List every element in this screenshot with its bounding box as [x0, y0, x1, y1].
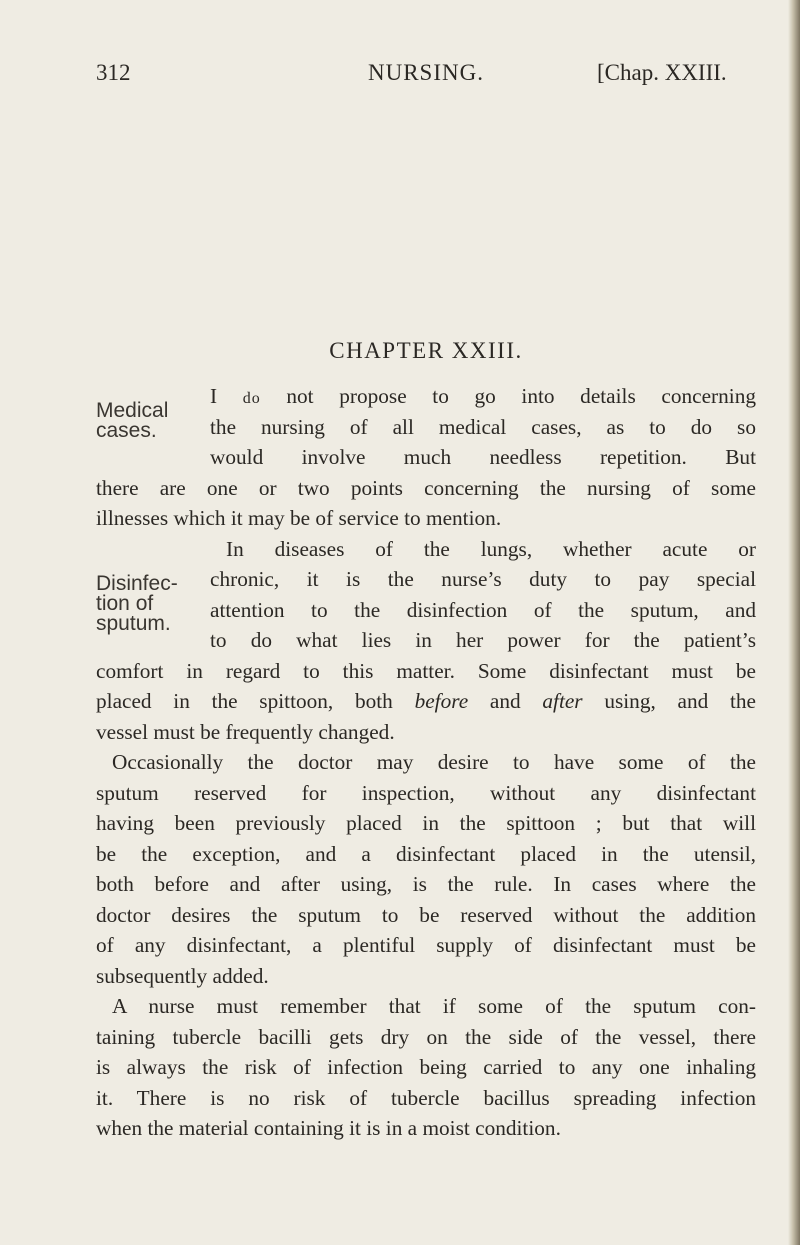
body-line	[210, 381, 756, 412]
body-line: doctor desires the sputum to be reserved without the addition	[96, 902, 756, 927]
body-line: illnesses which it may be of service to mention.	[96, 506, 502, 530]
body-line: both before and after using, is the rule. In cases where the	[96, 872, 756, 896]
margin-note-line: Disinfec-	[96, 572, 178, 595]
body-line: In diseases of the lungs, whether acute or	[226, 536, 756, 561]
running-chapter-reference	[597, 60, 727, 86]
body-line: vessel must be frequently changed.	[96, 719, 395, 744]
italic-word: after	[542, 689, 583, 713]
line-text: not propose to go into details concerning	[260, 384, 756, 408]
margin-note-line: cases.	[96, 419, 157, 442]
body-line: A nurse must remember that if some of the sputum con-	[112, 994, 756, 1018]
body-line: to do what lies in her power for the patient’s	[210, 628, 756, 652]
body-line: chronic, it is the nurse’s duty to pay special	[210, 567, 756, 591]
chapter-heading: CHAPTER XXIII.	[329, 338, 523, 363]
body-line	[96, 686, 756, 717]
body-line: the nursing of all medical cases, as to do so	[210, 414, 756, 439]
body-line: be the exception, and a disinfectant placed in the utensil,	[96, 841, 756, 866]
body-line: subsequently added.	[96, 963, 269, 988]
body-line: there are one or two points concerning the nursing of some	[96, 475, 756, 500]
body-line: when the material containing it is in a moist condition.	[96, 1116, 561, 1140]
margin-note-line: Medical	[96, 399, 169, 422]
body-line: is always the risk of infection being carried to any one inhaling	[96, 1055, 756, 1079]
line-text: using, and the	[582, 689, 756, 713]
small-caps-word: do	[242, 390, 261, 407]
margin-note-line: tion of	[96, 592, 154, 615]
body-line: taining tubercle bacilli gets dry on the side of the vessel, there	[96, 1024, 756, 1049]
line-text: and	[468, 689, 543, 713]
body-text	[96, 381, 756, 1144]
italic-word: before	[414, 689, 469, 713]
line-text: placed in the spittoon, both	[96, 689, 415, 713]
body-line: having been previously placed in the spittoon ; but that will	[96, 811, 756, 835]
chapter-reference: [Chap. XXIII.	[597, 60, 727, 85]
body-line: sputum reserved for inspection, without any disinfectant	[96, 780, 756, 805]
running-title: NURSING.	[368, 60, 484, 85]
body-line: of any disinfectant, a plentiful supply of disinfectant must be	[96, 933, 756, 957]
margin-note-line: sputum.	[96, 612, 171, 635]
body-line: would involve much needless repetition. But	[210, 445, 756, 469]
body-line: it. There is no risk of tubercle bacillus spreading infection	[96, 1085, 756, 1110]
body-line: attention to the disinfection of the sputum, and	[210, 597, 756, 622]
drop-word: I	[210, 384, 218, 408]
body-line: comfort in regard to this matter. Some disinfectant must be	[96, 658, 756, 683]
body-line: Occasionally the doctor may desire to have some of the	[112, 750, 756, 774]
page-number: 312	[96, 60, 131, 85]
page-edge-shadow	[788, 0, 800, 1245]
